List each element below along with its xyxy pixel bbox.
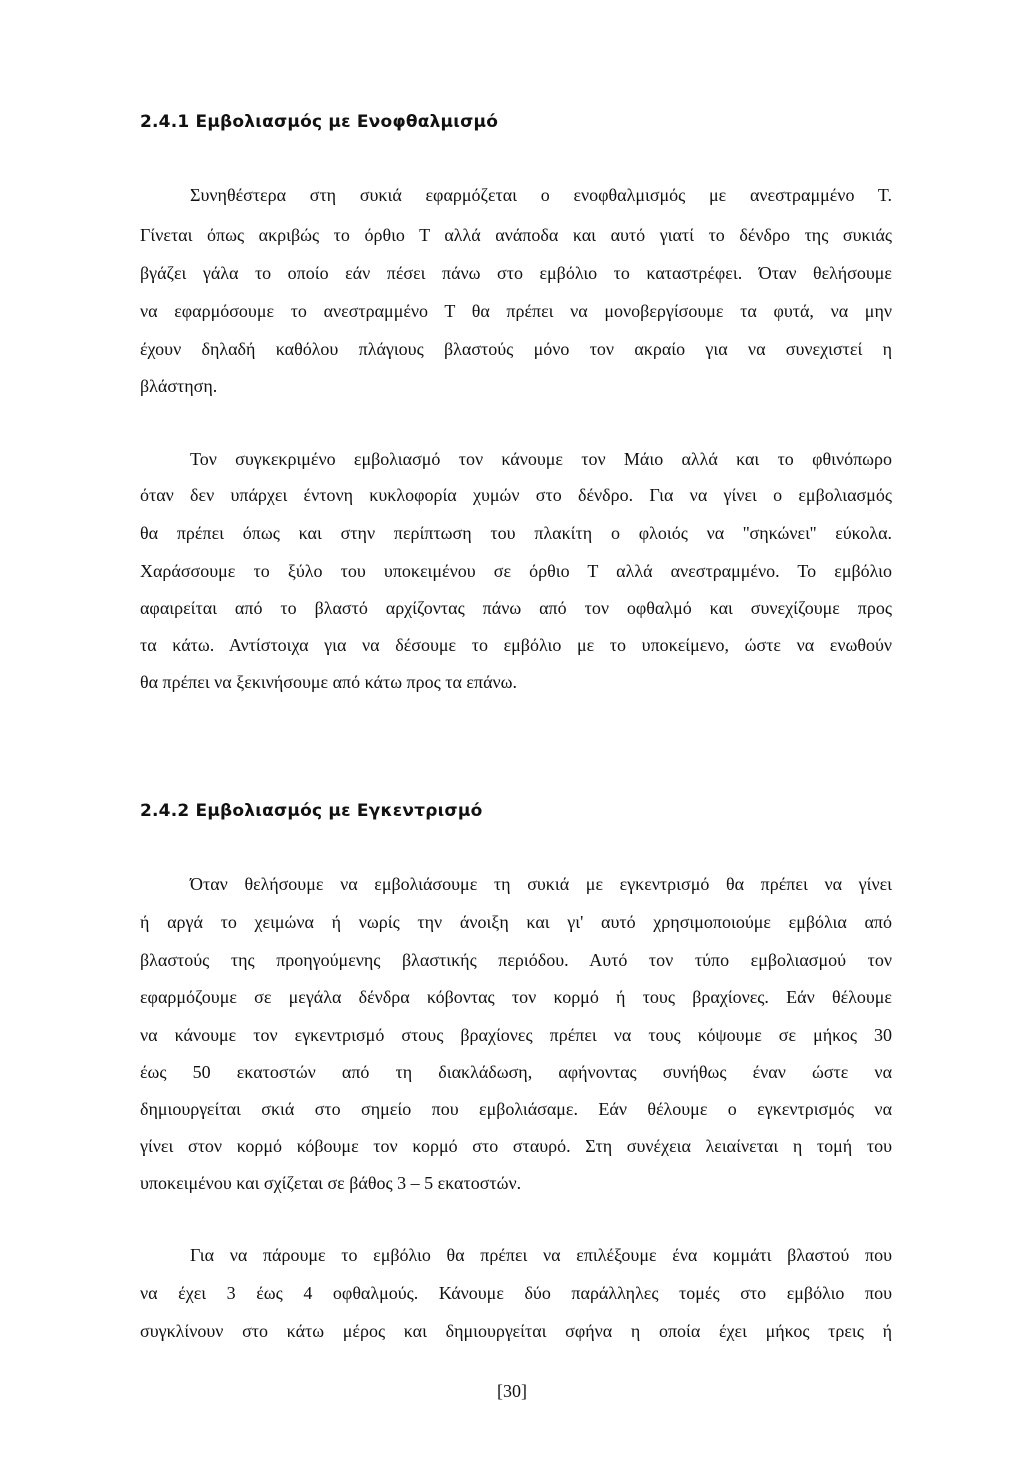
paragraph-line: γίνει στον κορμό κόβουμε τον κορμό στο σταυρό. Στη συνέχεια λειαίνεται η τομή του — [140, 1136, 892, 1156]
paragraph-line: Για να πάρουμε το εμβόλιο θα πρέπει να επιλέξουμε ένα κομμάτι βλαστού που — [190, 1245, 892, 1265]
paragraph-line: αφαιρείται από το βλαστό αρχίζοντας πάνω από τον οφθαλμό και συνεχίζουμε προς — [140, 598, 892, 618]
paragraph-line: εφαρμόζουμε σε μεγάλα δένδρα κόβοντας τον κορμό ή τους βραχίονες. Εάν θέλουμε — [140, 987, 892, 1007]
paragraph-line: Τον συγκεκριμένο εμβολιασμό τον κάνουμε τον Μάιο αλλά και το φθινόπωρο — [190, 449, 892, 469]
paragraph-line: συγκλίνουν στο κάτω μέρος και δημιουργείται σφήνα η οποία έχει μήκος τρεις ή — [140, 1321, 892, 1341]
paragraph-line: ή αργά το χειμώνα ή νωρίς την άνοιξη και γι' αυτό χρησιμοποιούμε εμβόλια από — [140, 912, 892, 932]
page-number: [30] — [497, 1381, 527, 1401]
paragraph-line: να έχει 3 έως 4 οφθαλμούς. Κάνουμε δύο παράλληλες τομές στο εμβόλιο που — [140, 1283, 892, 1303]
paragraph-line: θα πρέπει όπως και στην περίπτωση του πλακίτη ο φλοιός να ''σηκώνει'' εύκολα. — [140, 523, 892, 543]
paragraph-line: όταν δεν υπάρχει έντονη κυκλοφορία χυμών στο δένδρο. Για να γίνει ο εμβολιασμός — [140, 485, 892, 505]
paragraph-line: Γίνεται όπως ακριβώς το όρθιο Τ αλλά ανάποδα και αυτό γιατί το δένδρο της συκιάς — [140, 225, 892, 245]
paragraph-line: έως 50 εκατοστών από τη διακλάδωση, αφήνοντας συνήθως έναν ώστε να — [140, 1062, 892, 1082]
paragraph-line: τα κάτω. Αντίστοιχα για να δέσουμε το εμβόλιο με το υποκείμενο, ώστε να ενωθούν — [140, 635, 892, 655]
paragraph-line: Όταν θελήσουμε να εμβολιάσουμε τη συκιά με εγκεντρισμό θα πρέπει να γίνει — [190, 874, 892, 894]
paragraph-line: βγάζει γάλα το οποίο εάν πέσει πάνω στο εμβόλιο το καταστρέφει. Όταν θελήσουμε — [140, 263, 892, 283]
section-heading-2-4-2: 2.4.2 Εμβολιασμός με Εγκεντρισμό — [140, 801, 483, 821]
paragraph-line: υποκειμένου και σχίζεται σε βάθος 3 – 5 εκατοστών. — [140, 1173, 522, 1193]
section-heading-2-4-1: 2.4.1 Εμβολιασμός με Ενοφθαλμισμό — [140, 112, 499, 132]
paragraph-line: Συνηθέστερα στη συκιά εφαρμόζεται ο ενοφθαλμισμός με ανεστραμμένο Τ. — [190, 185, 892, 205]
paragraph-line: Χαράσσουμε το ξύλο του υποκειμένου σε όρθιο Τ αλλά ανεστραμμένο. Το εμβόλιο — [140, 561, 892, 581]
paragraph-line: βλάστηση. — [140, 376, 218, 396]
paragraph-line: να εφαρμόσουμε το ανεστραμμένο Τ θα πρέπει να μονοβεργίσουμε τα φυτά, να μην — [140, 301, 892, 321]
paragraph-line: να κάνουμε τον εγκεντρισμό στους βραχίονες πρέπει να τους κόψουμε σε μήκος 30 — [140, 1025, 892, 1045]
paragraph-line: βλαστούς της προηγούμενης βλαστικής περιόδου. Αυτό τον τύπο εμβολιασμού τον — [140, 950, 892, 970]
paragraph-line: έχουν δηλαδή καθόλου πλάγιους βλαστούς μόνο τον ακραίο για να συνεχιστεί η — [140, 339, 892, 359]
paragraph-line: δημιουργείται σκιά στο σημείο που εμβολιάσαμε. Εάν θέλουμε ο εγκεντρισμός να — [140, 1099, 892, 1119]
paragraph-line: θα πρέπει να ξεκινήσουμε από κάτω προς τα επάνω. — [140, 672, 517, 692]
